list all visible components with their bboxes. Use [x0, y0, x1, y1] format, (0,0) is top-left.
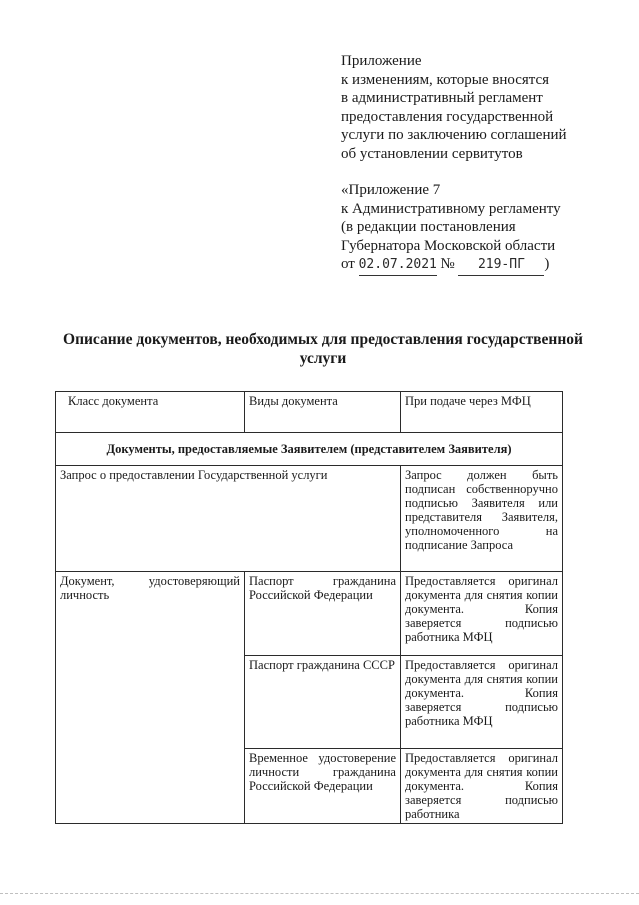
header-kind: Виды документа	[245, 392, 401, 433]
identity-kind: Временное удостоверение личности гражданина Российской Федерации	[245, 749, 401, 824]
appendix7-line: Губернатора Московской области	[341, 237, 556, 254]
request-class: Запрос о предоставлении Государственной услуги	[56, 466, 401, 572]
table-row	[56, 572, 563, 656]
appendix7-line: к Административному регламенту	[341, 200, 561, 217]
appendix-line: Приложение	[341, 53, 422, 69]
document-title: Описание документов, необходимых для предоставления государственной услуги	[63, 331, 583, 367]
appendix-line: услуги по заключению соглашений	[341, 127, 567, 143]
page-bottom-edge	[0, 893, 639, 894]
identity-mfc: Предоставляется оригинал документа для снятия копии документа. Копия заверяется подписью работника	[401, 749, 563, 824]
identity-kind: Паспорт гражданина Российской Федерации	[245, 572, 401, 656]
from-label: от	[341, 256, 355, 272]
appendix7-line: (в редакции постановления	[341, 219, 516, 235]
number-sign: №	[440, 256, 455, 272]
documents-table	[55, 391, 563, 824]
appendix-block	[341, 52, 631, 276]
appendix-line: к изменениям, которые вносятся	[341, 71, 550, 88]
request-mfc: Запрос должен быть подписан собственноручно подписью Заявителя или представителя Заявителя, уполномоченного на подписание Запроса	[401, 466, 563, 572]
section-title: Документы, предоставляемые Заявителем (представителем Заявителя)	[56, 433, 563, 466]
header-class: Класс документа	[56, 392, 245, 433]
appendix-line: предоставления государственной	[341, 108, 554, 125]
header-mfc: При подаче через МФЦ	[401, 392, 563, 433]
identity-mfc: Предоставляется оригинал документа для снятия копии документа. Копия заверяется подписью работника МФЦ	[401, 656, 563, 749]
identity-class: Документ, удостоверяющий личность	[56, 572, 245, 824]
identity-mfc: Предоставляется оригинал документа для снятия копии документа. Копия заверяется подписью работника МФЦ	[401, 572, 563, 656]
date-number-line	[341, 255, 631, 276]
identity-kind: Паспорт гражданина СССР	[245, 656, 401, 749]
table-header-row	[56, 392, 563, 433]
number-value: 219-ПГ	[458, 256, 544, 276]
appendix-line: в административный регламент	[341, 90, 543, 106]
appendix7-line: «Приложение 7	[341, 182, 441, 198]
appendix-line: об установлении сервитутов	[341, 145, 523, 162]
date-value: 02.07.2021	[359, 256, 437, 276]
table-row	[56, 466, 563, 572]
close-paren: )	[544, 256, 550, 272]
section-row	[56, 433, 563, 466]
